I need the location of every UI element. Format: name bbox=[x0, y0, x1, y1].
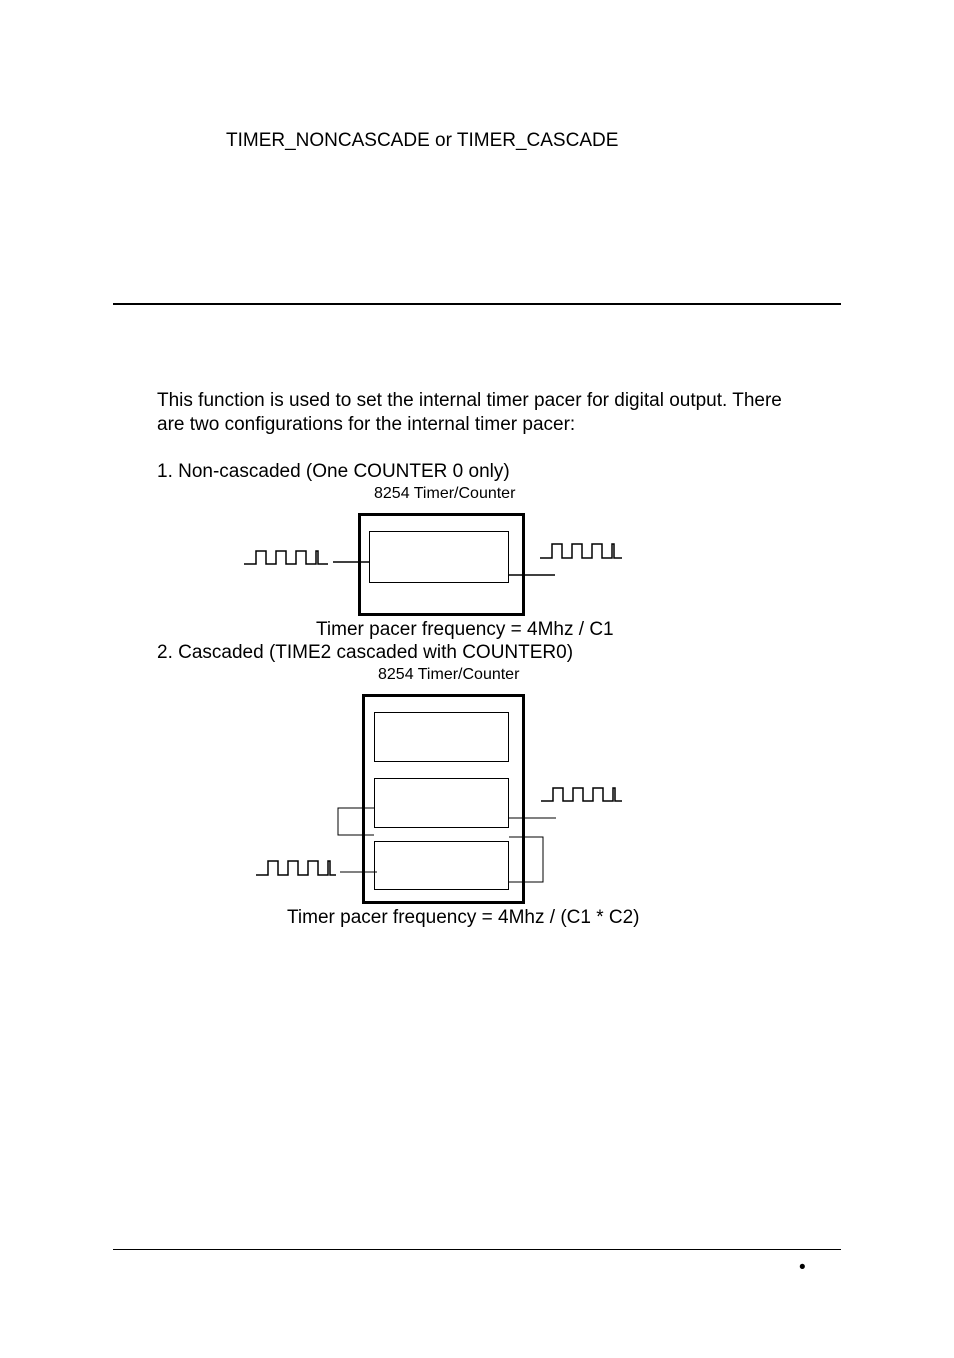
config-1-formula: Timer pacer frequency = 4Mhz / C1 bbox=[316, 619, 614, 640]
chip-outline-2 bbox=[364, 696, 524, 903]
output-clock-wave-1 bbox=[540, 544, 622, 558]
chip-outline-1 bbox=[360, 515, 524, 615]
footer-divider bbox=[113, 1249, 841, 1250]
cascade-diagram bbox=[256, 696, 622, 903]
counter-box-top bbox=[375, 713, 509, 762]
config-1-title: 1. Non-cascaded (One COUNTER 0 only) bbox=[157, 461, 510, 482]
counter0-box-1 bbox=[370, 532, 509, 583]
footer-bullet: • bbox=[799, 1257, 806, 1278]
input-clock-wave-2 bbox=[256, 861, 336, 875]
config-2-chip-label: 8254 Timer/Counter bbox=[378, 666, 520, 683]
config-2-formula: Timer pacer frequency = 4Mhz / (C1 * C2) bbox=[287, 907, 640, 928]
counter-box-bottom bbox=[375, 842, 509, 890]
parameter-values: TIMER_NONCASCADE or TIMER_CASCADE bbox=[226, 130, 619, 151]
output-clock-wave-2 bbox=[541, 788, 622, 801]
config-2-title: 2. Cascaded (TIME2 cascaded with COUNTER0) bbox=[157, 642, 574, 663]
cascade-left-loop bbox=[338, 808, 375, 835]
noncascade-diagram bbox=[244, 515, 622, 615]
cascade-right-loop bbox=[509, 837, 543, 882]
counter-box-middle bbox=[375, 779, 509, 828]
description-line-2: are two configurations for the internal timer pacer: bbox=[157, 414, 576, 435]
description-line-1: This function is used to set the internal timer pacer for digital output. There bbox=[157, 390, 782, 411]
config-1-chip-label: 8254 Timer/Counter bbox=[374, 485, 516, 502]
input-clock-wave-1 bbox=[244, 551, 328, 564]
